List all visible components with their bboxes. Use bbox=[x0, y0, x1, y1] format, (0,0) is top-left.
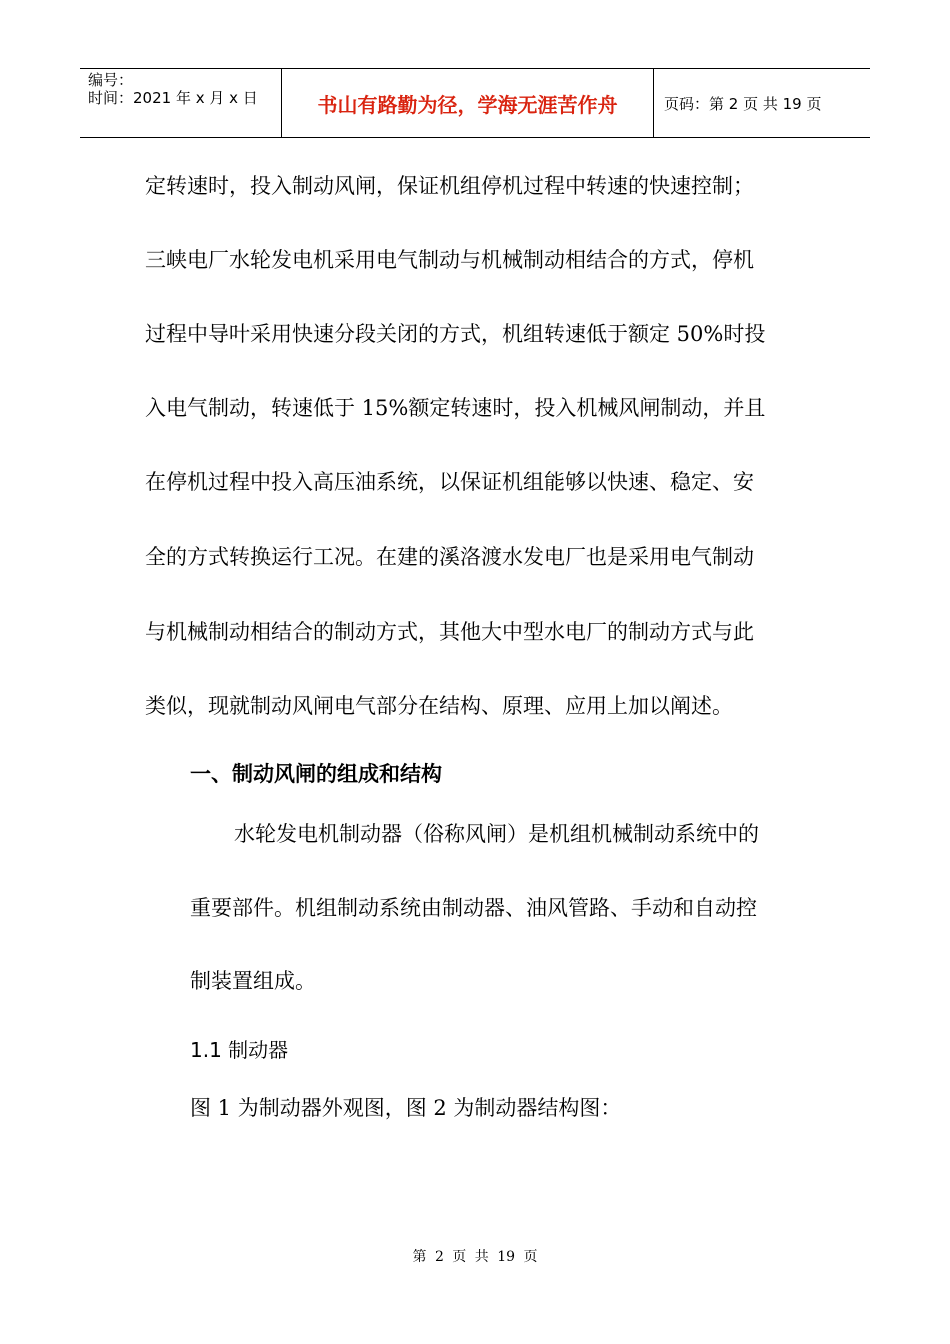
section-heading: 一、制动风闸的组成和结构 bbox=[190, 762, 442, 786]
page-header bbox=[80, 68, 870, 138]
body-line: 类似，现就制动风闸电气部分在结构、原理、应用上加以阐述。 bbox=[145, 694, 733, 718]
header-page-code: 页码：第 2 页 共 19 页 bbox=[664, 94, 822, 113]
body-line: 重要部件。机组制动系统由制动器、油风管路、手动和自动控 bbox=[190, 896, 757, 920]
page-footer: 第 2 页 共 19 页 bbox=[412, 1249, 538, 1265]
body-line: 在停机过程中投入高压油系统，以保证机组能够以快速、稳定、安 bbox=[145, 470, 754, 494]
body-line: 水轮发电机制动器（俗称风闸）是机组机械制动系统中的 bbox=[234, 822, 759, 846]
header-motto: 书山有路勤为径，学海无涯苦作舟 bbox=[282, 69, 654, 137]
figure-caption: 图 1 为制动器外观图，图 2 为制动器结构图： bbox=[190, 1096, 622, 1120]
body-line: 定转速时，投入制动风闸，保证机组停机过程中转速的快速控制； bbox=[145, 174, 754, 198]
body-line: 制装置组成。 bbox=[190, 969, 316, 993]
header-meta bbox=[80, 69, 282, 137]
body-line: 三峡电厂水轮发电机采用电气制动与机械制动相结合的方式，停机 bbox=[145, 248, 754, 272]
date-line: 时间：2021 年 x 月 x 日 bbox=[88, 89, 258, 107]
subsection-heading: 1.1 制动器 bbox=[190, 1038, 289, 1062]
body-line: 全的方式转换运行工况。在建的溪洛渡水发电厂也是采用电气制动 bbox=[145, 545, 754, 569]
doc-number-label: 编号： bbox=[88, 71, 134, 89]
body-line: 入电气制动，转速低于 15%额定转速时，投入机械风闸制动，并且 bbox=[145, 396, 766, 420]
body-line: 过程中导叶采用快速分段关闭的方式，机组转速低于额定 50%时投 bbox=[145, 322, 766, 346]
body-line: 与机械制动相结合的制动方式，其他大中型水电厂的制动方式与此 bbox=[145, 620, 754, 644]
